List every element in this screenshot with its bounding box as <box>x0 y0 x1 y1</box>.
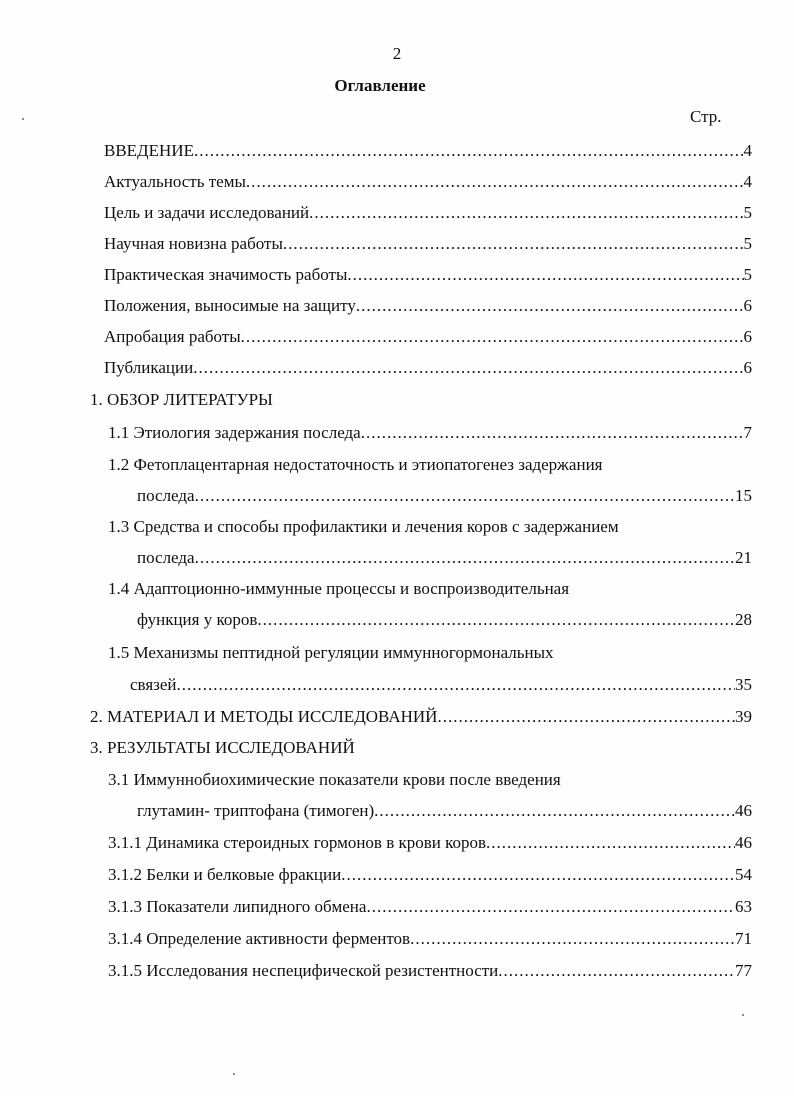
toc-entry <box>137 486 752 506</box>
toc-entry-page: 35 <box>735 675 752 694</box>
toc-entry <box>104 141 752 161</box>
toc-title: Оглавление <box>334 76 426 95</box>
toc-entry-line1: 1.4 Адаптоционно-иммунные процессы и воспроизводительная <box>108 579 570 598</box>
toc-entry-page: 46 <box>735 833 752 852</box>
toc-entry-text: Научная новизна работы <box>104 234 283 253</box>
toc-entry <box>137 610 752 630</box>
toc-entry <box>108 865 752 885</box>
toc-entry <box>108 929 752 949</box>
toc-entry-line1: 1.5 Механизмы пептидной регуляции иммунногормональных <box>108 643 554 662</box>
toc-entry-page: 21 <box>735 548 752 567</box>
toc-entry <box>137 548 752 568</box>
toc-entry-page: 46 <box>735 801 752 820</box>
scan-speck <box>22 118 24 120</box>
toc-entry-page: 6 <box>743 358 752 377</box>
toc-entry <box>108 961 752 981</box>
toc-entry-text: функция у коров <box>137 610 258 629</box>
toc-entry <box>108 423 752 443</box>
toc-entry-page: 5 <box>743 265 752 284</box>
toc-entry-page: 4 <box>743 172 752 191</box>
scan-speck <box>742 1014 744 1016</box>
toc-entry-text: 3.1.3 Показатели липидного обмена <box>108 897 367 916</box>
toc-entry-text: 3.1.1 Динамика стероидных гормонов в крови коров <box>108 833 487 852</box>
toc-entry-text: Публикации <box>104 358 194 377</box>
toc-entry <box>104 234 752 254</box>
toc-entry-text: Практическая значимость работы <box>104 265 348 284</box>
toc-entry-text: 1.1 Этиология задержания последа <box>108 423 361 442</box>
toc-entry-text: ВВЕДЕНИЕ <box>104 141 194 160</box>
toc-entry-page: 39 <box>735 707 752 726</box>
toc-entry-text: последа <box>137 486 195 505</box>
toc-entry-page: 7 <box>743 423 752 442</box>
toc-entry-page: 77 <box>735 961 752 980</box>
toc-entry <box>130 675 752 695</box>
toc-entry <box>104 203 752 223</box>
toc-entry-text: Апробация работы <box>104 327 241 346</box>
toc-entry-text: Актуальность темы <box>104 172 246 191</box>
toc-entry <box>108 897 752 917</box>
toc-entry <box>108 833 752 853</box>
page-column-header: Стр. <box>690 107 722 126</box>
toc-entry <box>104 327 752 347</box>
scan-speck <box>233 1073 235 1075</box>
toc-entry-page: 28 <box>735 610 752 629</box>
toc-entry-page: 5 <box>743 234 752 253</box>
toc-entry-text: глутамин- триптофана (тимоген) <box>137 801 375 820</box>
toc-entry <box>104 265 752 285</box>
toc-entry-page: 6 <box>743 327 752 346</box>
toc-entry <box>90 707 752 727</box>
toc-entry-text: 2. МАТЕРИАЛ И МЕТОДЫ ИССЛЕДОВАНИЙ <box>90 707 438 726</box>
page-number: 2 <box>392 44 402 63</box>
toc-entry-page: 5 <box>743 203 752 222</box>
toc-entry-line1: 3.1 Иммуннобиохимические показатели крови после введения <box>108 770 561 789</box>
toc-entry-page: 54 <box>735 865 752 884</box>
toc-entry-text: 3.1.4 Определение активности ферментов <box>108 929 411 948</box>
toc-entry-text: 3.1.5 Исследования неспецифической резистентности <box>108 961 499 980</box>
toc-entry-page: 6 <box>743 296 752 315</box>
toc-entry-text: последа <box>137 548 195 567</box>
toc-entry <box>104 172 752 192</box>
toc-section-heading: 1. ОБЗОР ЛИТЕРАТУРЫ <box>90 390 273 409</box>
toc-entry-page: 63 <box>735 897 752 916</box>
toc-entry-text: связей <box>130 675 177 694</box>
toc-entry-text: Цель и задачи исследований <box>104 203 310 222</box>
toc-entry-page: 15 <box>735 486 752 505</box>
toc-section-heading: 3. РЕЗУЛЬТАТЫ ИССЛЕДОВАНИЙ <box>90 738 355 757</box>
toc-entry <box>104 358 752 378</box>
toc-entry-text: 3.1.2 Белки и белковые фракции <box>108 865 342 884</box>
toc-entry <box>104 296 752 316</box>
toc-entry-text: Положения, выносимые на защиту <box>104 296 356 315</box>
toc-entry-page: 4 <box>743 141 752 160</box>
toc-entry <box>137 801 752 821</box>
toc-entry-page: 71 <box>735 929 752 948</box>
toc-entry-line1: 1.3 Средства и способы профилактики и лечения коров с задержанием <box>108 517 619 536</box>
toc-entry-line1: 1.2 Фетоплацентарная недостаточность и этиопатогенез задержания <box>108 455 603 474</box>
